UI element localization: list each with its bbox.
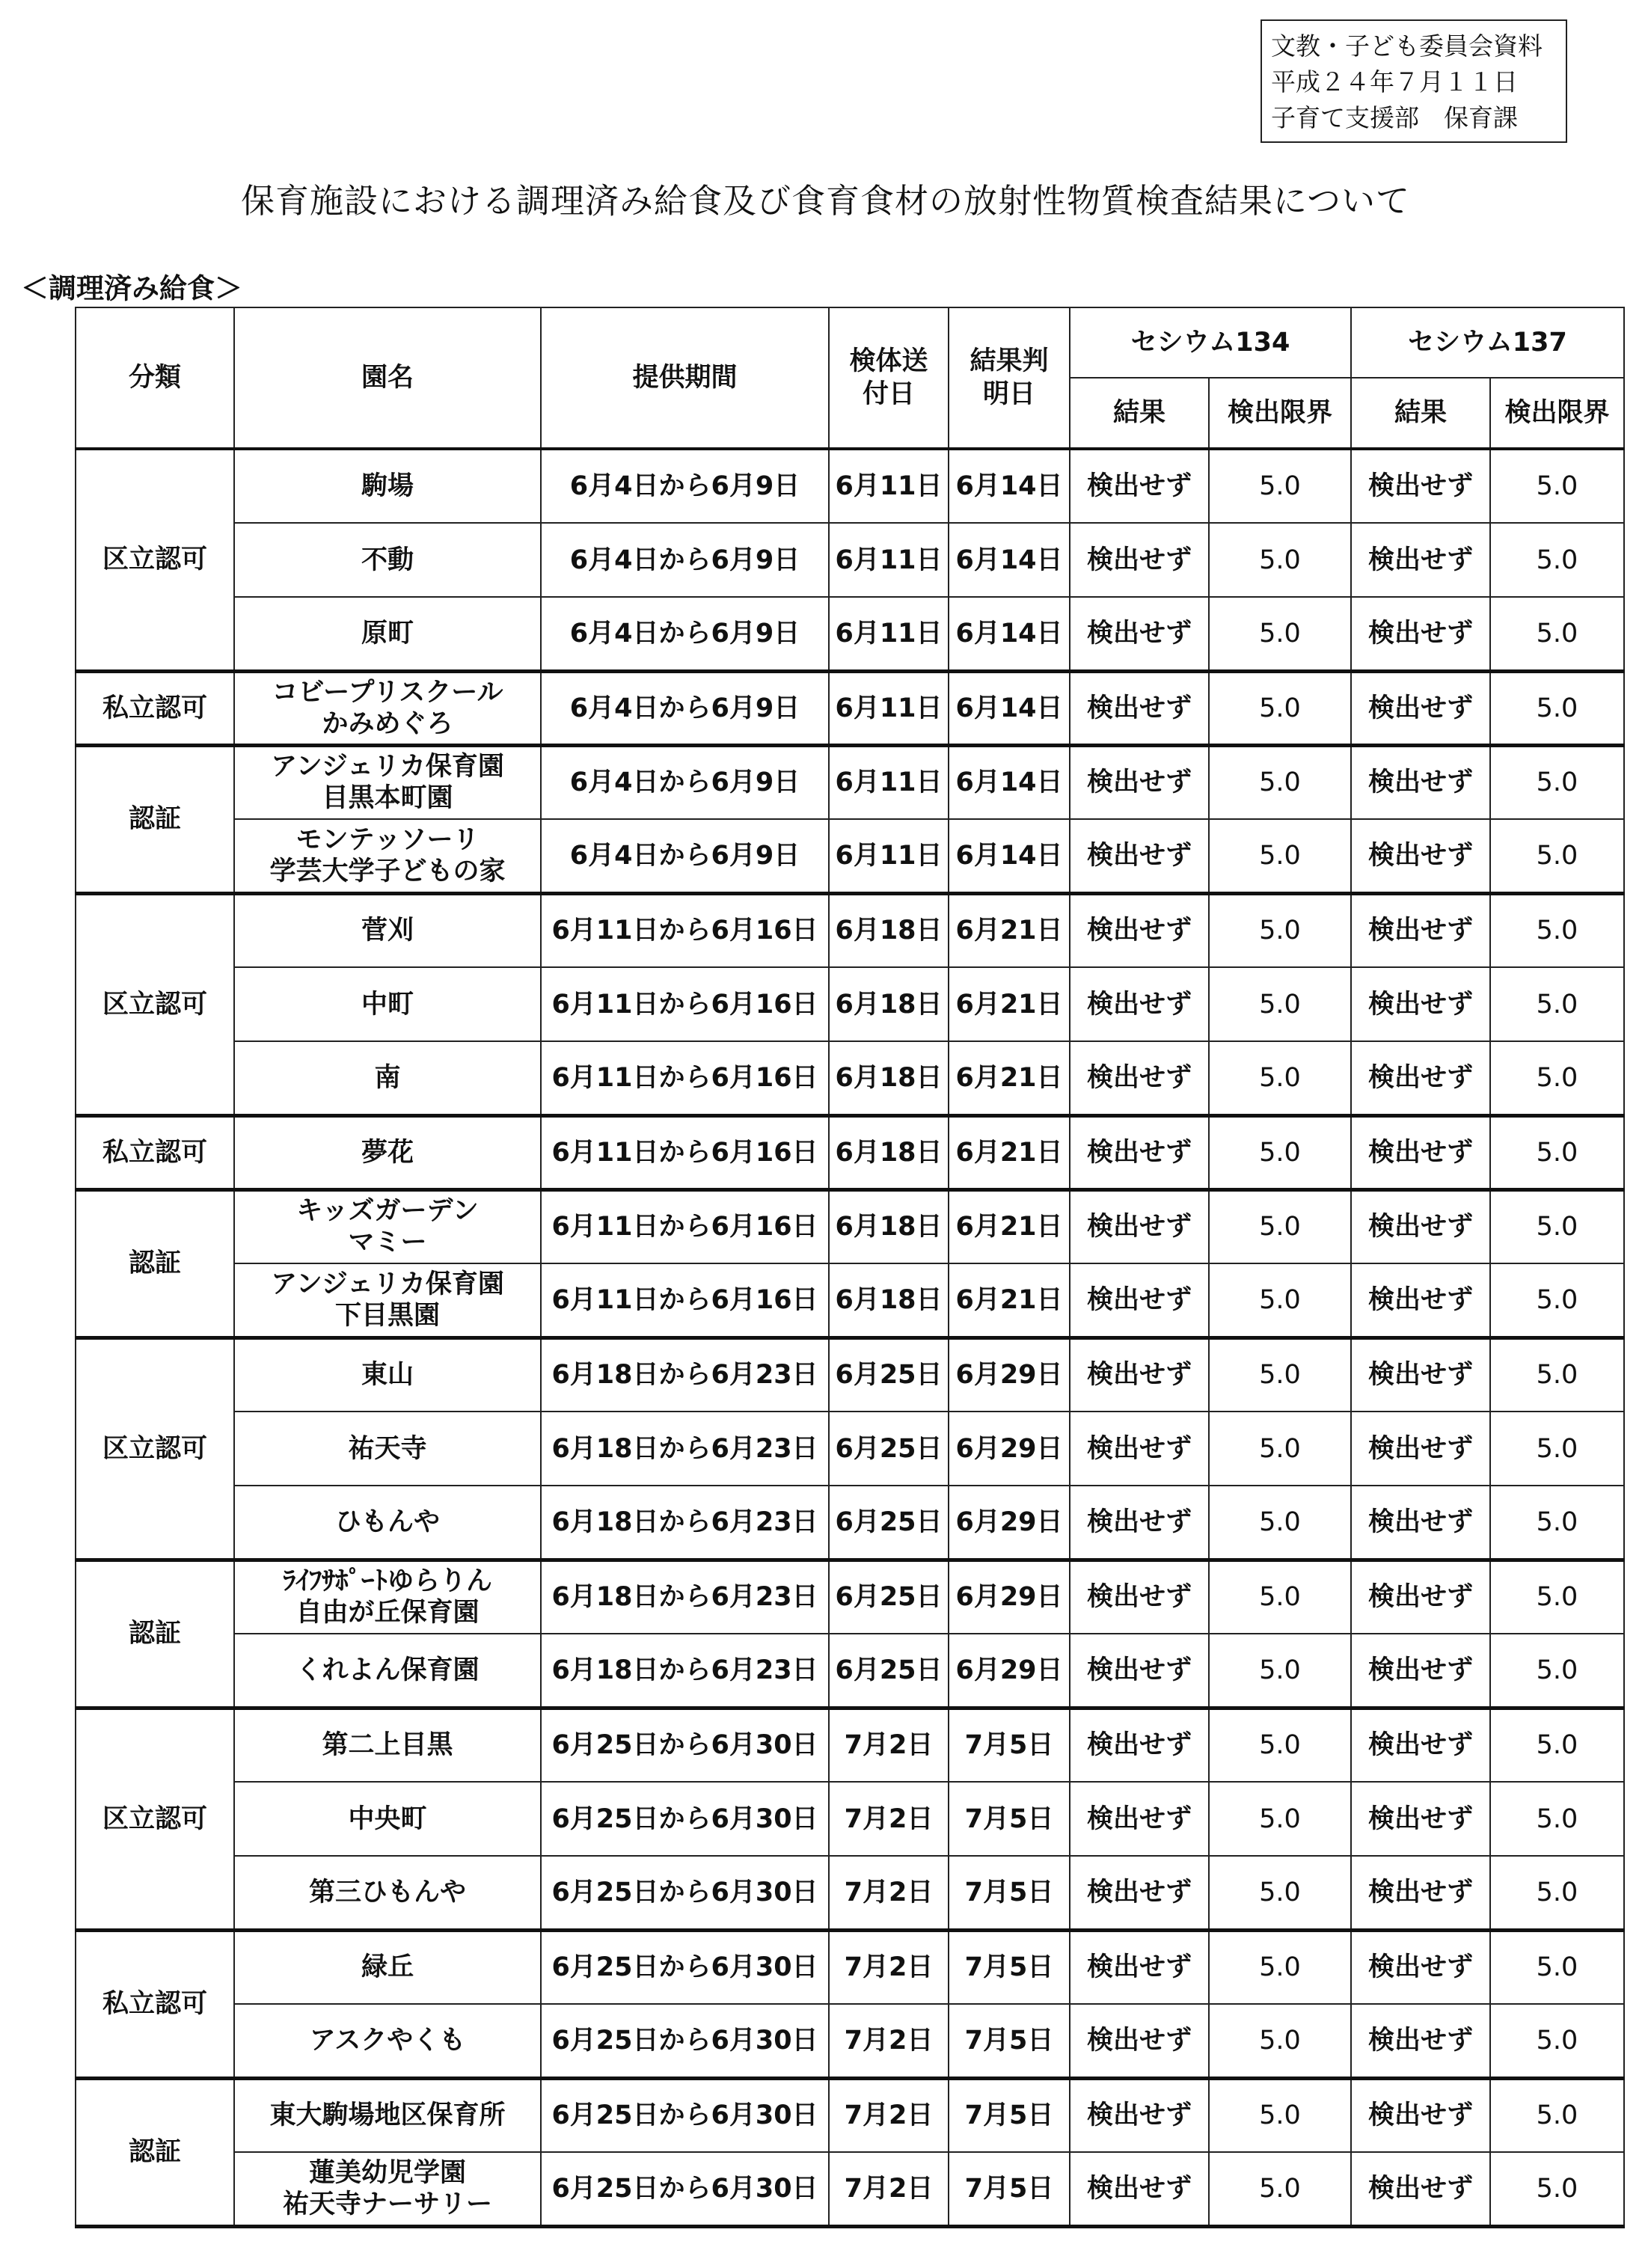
- result-date-cell: 6月21日: [949, 893, 1070, 967]
- period-cell: 6月25日から6月30日: [541, 2004, 829, 2078]
- stamp-date: 平成２４年７月１１日: [1271, 67, 1518, 96]
- cs137-result-cell: 検出せず: [1351, 893, 1490, 967]
- cs134-result-cell: 検出せず: [1070, 1263, 1209, 1337]
- sent-date-cell: 7月2日: [829, 1708, 949, 1782]
- cs137-result-cell: 検出せず: [1351, 745, 1490, 819]
- cs137-result-cell: 検出せず: [1351, 1337, 1490, 1412]
- facility-name-cell: 東山: [234, 1337, 541, 1412]
- cs134-limit-cell: 5.0: [1209, 1560, 1351, 1634]
- cs137-result-cell: 検出せず: [1351, 1041, 1490, 1115]
- cs134-limit-cell: 5.0: [1209, 1041, 1351, 1115]
- result-date-cell: 7月5日: [949, 1708, 1070, 1782]
- facility-name-cell: コビープリスクール かみめぐろ: [234, 671, 541, 745]
- cs134-limit-cell: 5.0: [1209, 1115, 1351, 1189]
- table-row: [76, 1041, 1624, 1115]
- cs137-result-cell: 検出せず: [1351, 597, 1490, 671]
- sent-date-cell: 6月25日: [829, 1560, 949, 1634]
- category-cell: 認証: [76, 1560, 234, 1708]
- table-row: [76, 597, 1624, 671]
- cs137-result-cell: 検出せず: [1351, 523, 1490, 597]
- cs137-limit-cell: 5.0: [1490, 893, 1624, 967]
- header-result-date: [949, 307, 1070, 449]
- cs137-limit-cell: 5.0: [1490, 1041, 1624, 1115]
- sent-date-cell: 6月18日: [829, 1263, 949, 1337]
- cs134-result-cell: 検出せず: [1070, 1930, 1209, 2004]
- facility-name-cell: 夢花: [234, 1115, 541, 1189]
- period-cell: 6月4日から6月9日: [541, 745, 829, 819]
- table-row: [76, 745, 1624, 819]
- period-cell: 6月25日から6月30日: [541, 1930, 829, 2004]
- period-cell: 6月18日から6月23日: [541, 1337, 829, 1412]
- category-cell: 認証: [76, 2078, 234, 2226]
- table-row: [76, 2004, 1624, 2078]
- cs134-result-cell: 検出せず: [1070, 1412, 1209, 1486]
- table-row: [76, 967, 1624, 1041]
- facility-name-cell: 原町: [234, 597, 541, 671]
- cs137-result-cell: 検出せず: [1351, 1708, 1490, 1782]
- cs134-result-cell: 検出せず: [1070, 2152, 1209, 2226]
- category-cell: 区立認可: [76, 893, 234, 1115]
- sent-date-cell: 6月25日: [829, 1486, 949, 1560]
- period-cell: 6月18日から6月23日: [541, 1486, 829, 1560]
- period-cell: 6月18日から6月23日: [541, 1634, 829, 1708]
- cs134-result-cell: 検出せず: [1070, 2078, 1209, 2152]
- cs137-limit-cell: 5.0: [1490, 2078, 1624, 2152]
- category-cell: 私立認可: [76, 1115, 234, 1189]
- cs134-result-cell: 検出せず: [1070, 1337, 1209, 1412]
- result-date-cell: 7月5日: [949, 1856, 1070, 1930]
- period-cell: 6月4日から6月9日: [541, 671, 829, 745]
- table-row: [76, 1856, 1624, 1930]
- period-cell: 6月11日から6月16日: [541, 1041, 829, 1115]
- header-cs137-result: 結果: [1351, 378, 1490, 449]
- period-cell: 6月11日から6月16日: [541, 1189, 829, 1263]
- header-cs134-result: 結果: [1070, 378, 1209, 449]
- cs137-result-cell: 検出せず: [1351, 1412, 1490, 1486]
- cs137-limit-cell: 5.0: [1490, 1782, 1624, 1856]
- result-date-cell: 6月21日: [949, 1263, 1070, 1337]
- cs137-limit-cell: 5.0: [1490, 1856, 1624, 1930]
- cs137-result-cell: 検出せず: [1351, 671, 1490, 745]
- result-date-cell: 6月29日: [949, 1337, 1070, 1412]
- cs137-limit-cell: 5.0: [1490, 523, 1624, 597]
- cs134-result-cell: 検出せず: [1070, 2004, 1209, 2078]
- cs137-limit-cell: 5.0: [1490, 2152, 1624, 2226]
- cs134-limit-cell: 5.0: [1209, 671, 1351, 745]
- sent-date-cell: 7月2日: [829, 2004, 949, 2078]
- period-cell: 6月4日から6月9日: [541, 449, 829, 523]
- table-row: [76, 1412, 1624, 1486]
- stamp-committee: 文教・子ども委員会資料: [1271, 31, 1543, 61]
- period-cell: 6月11日から6月16日: [541, 967, 829, 1041]
- table-row: [76, 1930, 1624, 2004]
- period-cell: 6月25日から6月30日: [541, 2152, 829, 2226]
- cs137-limit-cell: 5.0: [1490, 1930, 1624, 2004]
- cs137-result-cell: 検出せず: [1351, 1189, 1490, 1263]
- facility-name-cell: 南: [234, 1041, 541, 1115]
- cs137-result-cell: 検出せず: [1351, 2004, 1490, 2078]
- cs137-limit-cell: 5.0: [1490, 1708, 1624, 1782]
- cs134-result-cell: 検出せず: [1070, 1189, 1209, 1263]
- cs134-limit-cell: 5.0: [1209, 2004, 1351, 2078]
- period-cell: 6月4日から6月9日: [541, 523, 829, 597]
- result-date-cell: 6月14日: [949, 449, 1070, 523]
- period-cell: 6月11日から6月16日: [541, 1115, 829, 1189]
- category-cell: 区立認可: [76, 1708, 234, 1930]
- cs134-result-cell: 検出せず: [1070, 1486, 1209, 1560]
- cs137-limit-cell: 5.0: [1490, 1189, 1624, 1263]
- cs134-result-cell: 検出せず: [1070, 1856, 1209, 1930]
- table-row: [76, 1782, 1624, 1856]
- table-row: [76, 1708, 1624, 1782]
- cs134-result-cell: 検出せず: [1070, 745, 1209, 819]
- cs137-result-cell: 検出せず: [1351, 2078, 1490, 2152]
- period-cell: 6月18日から6月23日: [541, 1412, 829, 1486]
- stamp-department: 子育て支援部 保育課: [1271, 103, 1518, 132]
- sent-date-cell: 6月18日: [829, 967, 949, 1041]
- header-cs134: セシウム134: [1070, 307, 1351, 378]
- result-date-cell: 6月21日: [949, 1189, 1070, 1263]
- table-row: [76, 1189, 1624, 1263]
- cs134-limit-cell: 5.0: [1209, 1634, 1351, 1708]
- table-row: [76, 1337, 1624, 1412]
- cs134-result-cell: 検出せず: [1070, 893, 1209, 967]
- category-cell: 私立認可: [76, 671, 234, 745]
- cs137-result-cell: 検出せず: [1351, 1930, 1490, 2004]
- result-date-cell: 6月14日: [949, 523, 1070, 597]
- cs134-result-cell: 検出せず: [1070, 449, 1209, 523]
- sent-date-cell: 6月18日: [829, 893, 949, 967]
- sent-date-cell: 7月2日: [829, 2078, 949, 2152]
- facility-name-cell: 中央町: [234, 1782, 541, 1856]
- cs134-result-cell: 検出せず: [1070, 1708, 1209, 1782]
- table-row: [76, 893, 1624, 967]
- cs134-limit-cell: 5.0: [1209, 819, 1351, 893]
- header-sent: [829, 307, 949, 449]
- result-date-cell: 6月29日: [949, 1412, 1070, 1486]
- cs134-limit-cell: 5.0: [1209, 1412, 1351, 1486]
- facility-name-cell: 緑丘: [234, 1930, 541, 2004]
- cs134-limit-cell: 5.0: [1209, 745, 1351, 819]
- header-name: 園名: [234, 307, 541, 449]
- cs134-result-cell: 検出せず: [1070, 1041, 1209, 1115]
- table-row: [76, 1634, 1624, 1708]
- cs137-limit-cell: 5.0: [1490, 819, 1624, 893]
- cs134-limit-cell: 5.0: [1209, 1337, 1351, 1412]
- sent-date-cell: 6月11日: [829, 449, 949, 523]
- result-date-cell: 7月5日: [949, 2078, 1070, 2152]
- header-cs137: セシウム137: [1351, 307, 1624, 378]
- facility-name-cell: アスクやくも: [234, 2004, 541, 2078]
- cs137-limit-cell: 5.0: [1490, 449, 1624, 523]
- cs134-result-cell: 検出せず: [1070, 597, 1209, 671]
- result-date-cell: 6月14日: [949, 671, 1070, 745]
- table-row: [76, 1263, 1624, 1337]
- cs137-result-cell: 検出せず: [1351, 1856, 1490, 1930]
- category-cell: 区立認可: [76, 449, 234, 671]
- facility-name-cell: 東大駒場地区保育所: [234, 2078, 541, 2152]
- cs137-result-cell: 検出せず: [1351, 1115, 1490, 1189]
- cs134-limit-cell: 5.0: [1209, 1263, 1351, 1337]
- cs134-limit-cell: 5.0: [1209, 523, 1351, 597]
- header-sent-text: 検体送付日: [849, 346, 928, 409]
- cs134-limit-cell: 5.0: [1209, 2152, 1351, 2226]
- cs137-limit-cell: 5.0: [1490, 597, 1624, 671]
- cs134-result-cell: 検出せず: [1070, 1782, 1209, 1856]
- period-cell: 6月25日から6月30日: [541, 2078, 829, 2152]
- cs134-result-cell: 検出せず: [1070, 523, 1209, 597]
- result-date-cell: 7月5日: [949, 1930, 1070, 2004]
- cs134-result-cell: 検出せず: [1070, 1560, 1209, 1634]
- header-cs137-limit: 検出限界: [1490, 378, 1624, 449]
- period-cell: 6月4日から6月9日: [541, 597, 829, 671]
- period-cell: 6月25日から6月30日: [541, 1708, 829, 1782]
- result-date-cell: 6月29日: [949, 1634, 1070, 1708]
- facility-name-cell: 第二上目黒: [234, 1708, 541, 1782]
- cs137-result-cell: 検出せず: [1351, 1263, 1490, 1337]
- facility-name-cell: アンジェリカ保育園 下目黒園: [234, 1263, 541, 1337]
- table-row: [76, 1560, 1624, 1634]
- sent-date-cell: 7月2日: [829, 1930, 949, 2004]
- results-body: [76, 449, 1624, 2226]
- sent-date-cell: 6月11日: [829, 671, 949, 745]
- facility-name-cell: ひもんや: [234, 1486, 541, 1560]
- category-cell: 区立認可: [76, 1337, 234, 1560]
- table-row: [76, 2078, 1624, 2152]
- cs137-result-cell: 検出せず: [1351, 449, 1490, 523]
- result-date-cell: 6月21日: [949, 1115, 1070, 1189]
- result-date-cell: 7月5日: [949, 1782, 1070, 1856]
- document-title: 保育施設における調理済み給食及び食育食材の放射性物質検査結果について: [240, 181, 1411, 221]
- table-row: [76, 449, 1624, 523]
- sent-date-cell: 6月25日: [829, 1634, 949, 1708]
- cs137-limit-cell: 5.0: [1490, 745, 1624, 819]
- result-date-cell: 6月29日: [949, 1486, 1070, 1560]
- facility-name-cell: ﾗｲﾌｻﾎﾟｰﾄゆらりん 自由が丘保育園: [234, 1560, 541, 1634]
- cs134-limit-cell: 5.0: [1209, 967, 1351, 1041]
- cs134-limit-cell: 5.0: [1209, 597, 1351, 671]
- period-cell: 6月11日から6月16日: [541, 893, 829, 967]
- sent-date-cell: 6月11日: [829, 745, 949, 819]
- results-table: [75, 307, 1625, 2228]
- category-cell: 私立認可: [76, 1930, 234, 2078]
- cs134-result-cell: 検出せず: [1070, 819, 1209, 893]
- category-cell: 認証: [76, 1189, 234, 1337]
- result-date-cell: 7月5日: [949, 2004, 1070, 2078]
- cs134-result-cell: 検出せず: [1070, 1634, 1209, 1708]
- cs134-limit-cell: 5.0: [1209, 2078, 1351, 2152]
- sent-date-cell: 6月18日: [829, 1189, 949, 1263]
- cs134-limit-cell: 5.0: [1209, 1782, 1351, 1856]
- sent-date-cell: 6月18日: [829, 1115, 949, 1189]
- sent-date-cell: 7月2日: [829, 2152, 949, 2226]
- category-cell: 認証: [76, 745, 234, 893]
- period-cell: 6月25日から6月30日: [541, 1856, 829, 1930]
- period-cell: 6月18日から6月23日: [541, 1560, 829, 1634]
- section-label: ＜調理済み給食＞: [21, 272, 242, 304]
- facility-name-cell: くれよん保育園: [234, 1634, 541, 1708]
- cs134-limit-cell: 5.0: [1209, 449, 1351, 523]
- cs134-limit-cell: 5.0: [1209, 1856, 1351, 1930]
- cs137-limit-cell: 5.0: [1490, 671, 1624, 745]
- cs137-result-cell: 検出せず: [1351, 1782, 1490, 1856]
- table-row: [76, 1115, 1624, 1189]
- cs137-limit-cell: 5.0: [1490, 2004, 1624, 2078]
- facility-name-cell: 中町: [234, 967, 541, 1041]
- cs137-limit-cell: 5.0: [1490, 1412, 1624, 1486]
- cs134-limit-cell: 5.0: [1209, 893, 1351, 967]
- facility-name-cell: 菅刈: [234, 893, 541, 967]
- cs134-limit-cell: 5.0: [1209, 1708, 1351, 1782]
- header-cs134-limit: 検出限界: [1209, 378, 1351, 449]
- cs134-result-cell: 検出せず: [1070, 1115, 1209, 1189]
- cs134-result-cell: 検出せず: [1070, 967, 1209, 1041]
- cs134-limit-cell: 5.0: [1209, 1486, 1351, 1560]
- facility-name-cell: モンテッソーリ 学芸大学子どもの家: [234, 819, 541, 893]
- result-date-cell: 6月21日: [949, 967, 1070, 1041]
- cs137-limit-cell: 5.0: [1490, 1115, 1624, 1189]
- cs137-result-cell: 検出せず: [1351, 1486, 1490, 1560]
- cs137-limit-cell: 5.0: [1490, 1634, 1624, 1708]
- cs134-limit-cell: 5.0: [1209, 1930, 1351, 2004]
- sent-date-cell: 7月2日: [829, 1856, 949, 1930]
- document-stamp: [1261, 19, 1567, 143]
- sent-date-cell: 7月2日: [829, 1782, 949, 1856]
- cs137-result-cell: 検出せず: [1351, 1560, 1490, 1634]
- cs137-limit-cell: 5.0: [1490, 1337, 1624, 1412]
- result-date-cell: 6月29日: [949, 1560, 1070, 1634]
- header-period: 提供期間: [541, 307, 829, 449]
- cs137-result-cell: 検出せず: [1351, 967, 1490, 1041]
- table-row: [76, 523, 1624, 597]
- cs137-limit-cell: 5.0: [1490, 1486, 1624, 1560]
- table-row: [76, 1486, 1624, 1560]
- facility-name-cell: 蓮美幼児学園 祐天寺ナーサリー: [234, 2152, 541, 2226]
- table-row: [76, 2152, 1624, 2226]
- cs137-result-cell: 検出せず: [1351, 2152, 1490, 2226]
- header-result-date-text: 結果判明日: [970, 346, 1049, 409]
- cs137-limit-cell: 5.0: [1490, 967, 1624, 1041]
- sent-date-cell: 6月11日: [829, 819, 949, 893]
- sent-date-cell: 6月18日: [829, 1041, 949, 1115]
- cs134-limit-cell: 5.0: [1209, 1189, 1351, 1263]
- cs137-result-cell: 検出せず: [1351, 819, 1490, 893]
- period-cell: 6月4日から6月9日: [541, 819, 829, 893]
- cs137-limit-cell: 5.0: [1490, 1263, 1624, 1337]
- facility-name-cell: 駒場: [234, 449, 541, 523]
- result-date-cell: 6月14日: [949, 597, 1070, 671]
- period-cell: 6月11日から6月16日: [541, 1263, 829, 1337]
- facility-name-cell: アンジェリカ保育園 目黒本町園: [234, 745, 541, 819]
- table-row: [76, 671, 1624, 745]
- result-date-cell: 6月14日: [949, 745, 1070, 819]
- period-cell: 6月25日から6月30日: [541, 1782, 829, 1856]
- sent-date-cell: 6月25日: [829, 1337, 949, 1412]
- result-date-cell: 7月5日: [949, 2152, 1070, 2226]
- sent-date-cell: 6月11日: [829, 523, 949, 597]
- sent-date-cell: 6月11日: [829, 597, 949, 671]
- facility-name-cell: 不動: [234, 523, 541, 597]
- facility-name-cell: 第三ひもんや: [234, 1856, 541, 1930]
- result-date-cell: 6月14日: [949, 819, 1070, 893]
- facility-name-cell: 祐天寺: [234, 1412, 541, 1486]
- cs137-result-cell: 検出せず: [1351, 1634, 1490, 1708]
- sent-date-cell: 6月25日: [829, 1412, 949, 1486]
- header-category: 分類: [76, 307, 234, 449]
- cs134-result-cell: 検出せず: [1070, 671, 1209, 745]
- cs137-limit-cell: 5.0: [1490, 1560, 1624, 1634]
- result-date-cell: 6月21日: [949, 1041, 1070, 1115]
- facility-name-cell: キッズガーデン マミー: [234, 1189, 541, 1263]
- table-row: [76, 819, 1624, 893]
